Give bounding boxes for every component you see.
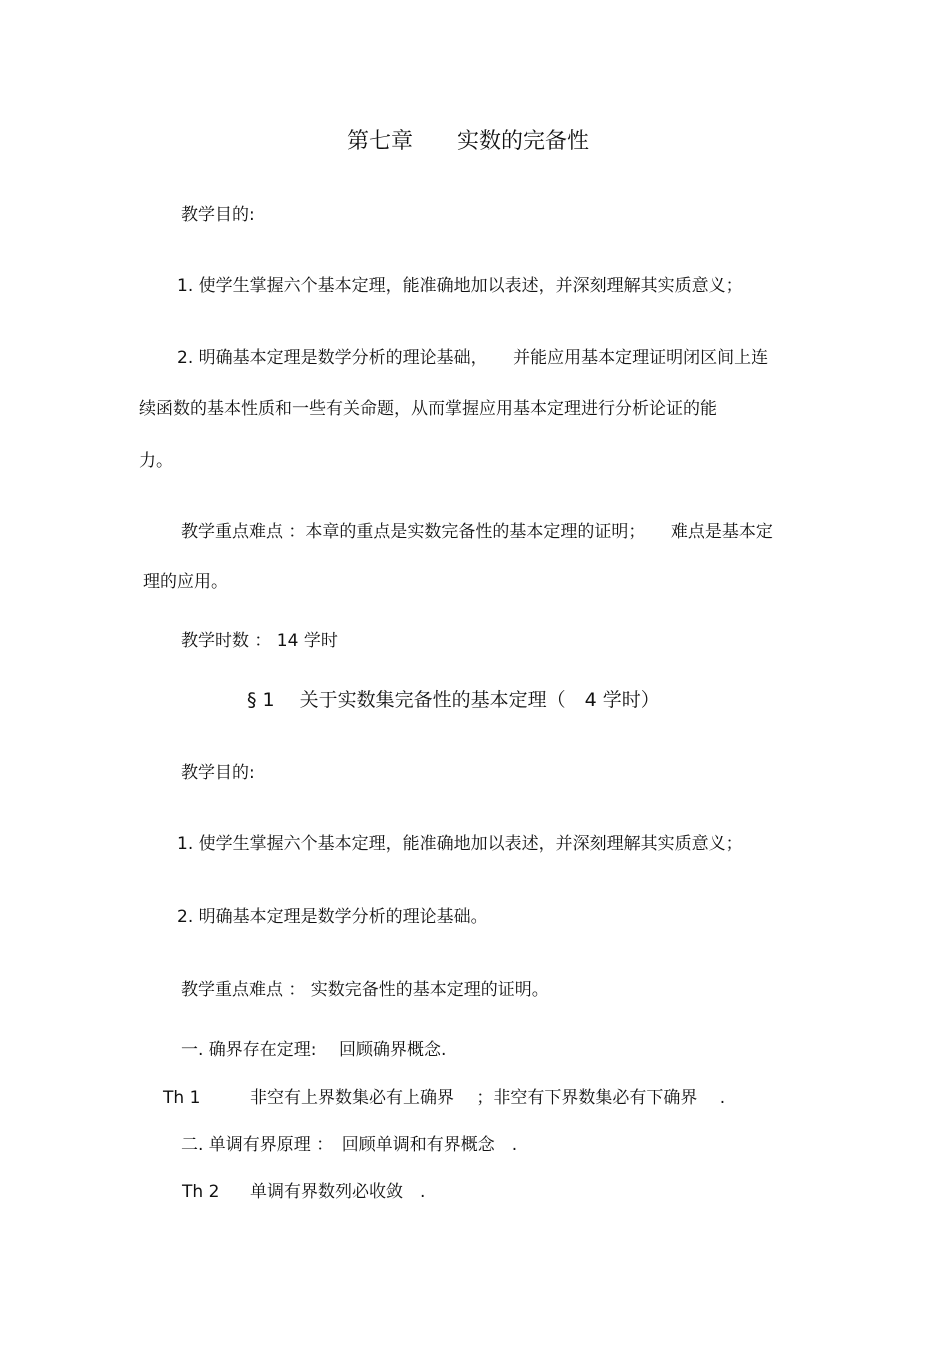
section-objective-2: 2. 明确基本定理是数学分析的理论基础。 — [177, 907, 488, 927]
theorem-2-label: Th 2 — [182, 1182, 220, 1202]
item-monotone-bounded-principle: 二. 单调有界原理 ： 回顾单调和有界概念 . — [181, 1135, 518, 1155]
section-title: § 1 关于实数集完备性的基本定理（ 4 学时） — [247, 689, 660, 711]
theorem-2-text: 单调有界数列必收敛 . — [250, 1182, 426, 1202]
item-supremum-theorem: 一. 确界存在定理: 回顾确界概念. — [181, 1040, 447, 1060]
chapter-objective-2-line-1: 2. 明确基本定理是数学分析的理论基础， 并能应用基本定理证明闭区间上连 — [177, 348, 769, 368]
chapter-key-points-line-1: 教学重点难点 ：本章的重点是实数完备性的基本定理的证明； 难点是基本定 — [181, 522, 773, 542]
theorem-1-text: 非空有上界数集必有上确界 ；非空有下界数集必有下确界 . — [250, 1088, 726, 1108]
section-objective-1: 1. 使学生掌握六个基本定理，能准确地加以表述，并深刻理解其实质意义； — [177, 834, 743, 854]
section-objectives-heading: 教学目的: — [181, 763, 255, 783]
chapter-title: 第七章 实数的完备性 — [347, 129, 590, 154]
chapter-hours: 教学时数 ： 14 学时 — [181, 631, 338, 651]
theorem-1-label: Th 1 — [163, 1088, 201, 1108]
chapter-objective-1: 1. 使学生掌握六个基本定理，能准确地加以表述，并深刻理解其实质意义； — [177, 276, 743, 296]
chapter-objectives-heading: 教学目的: — [181, 205, 255, 225]
section-key-points: 教学重点难点 ： 实数完备性的基本定理的证明。 — [181, 980, 549, 1000]
chapter-objective-2-line-3: 力。 — [139, 451, 173, 471]
chapter-objective-2-line-2: 续函数的基本性质和一些有关命题，从而掌握应用基本定理进行分析论证的能 — [139, 399, 717, 419]
chapter-key-points-line-2: 理的应用。 — [143, 572, 228, 592]
